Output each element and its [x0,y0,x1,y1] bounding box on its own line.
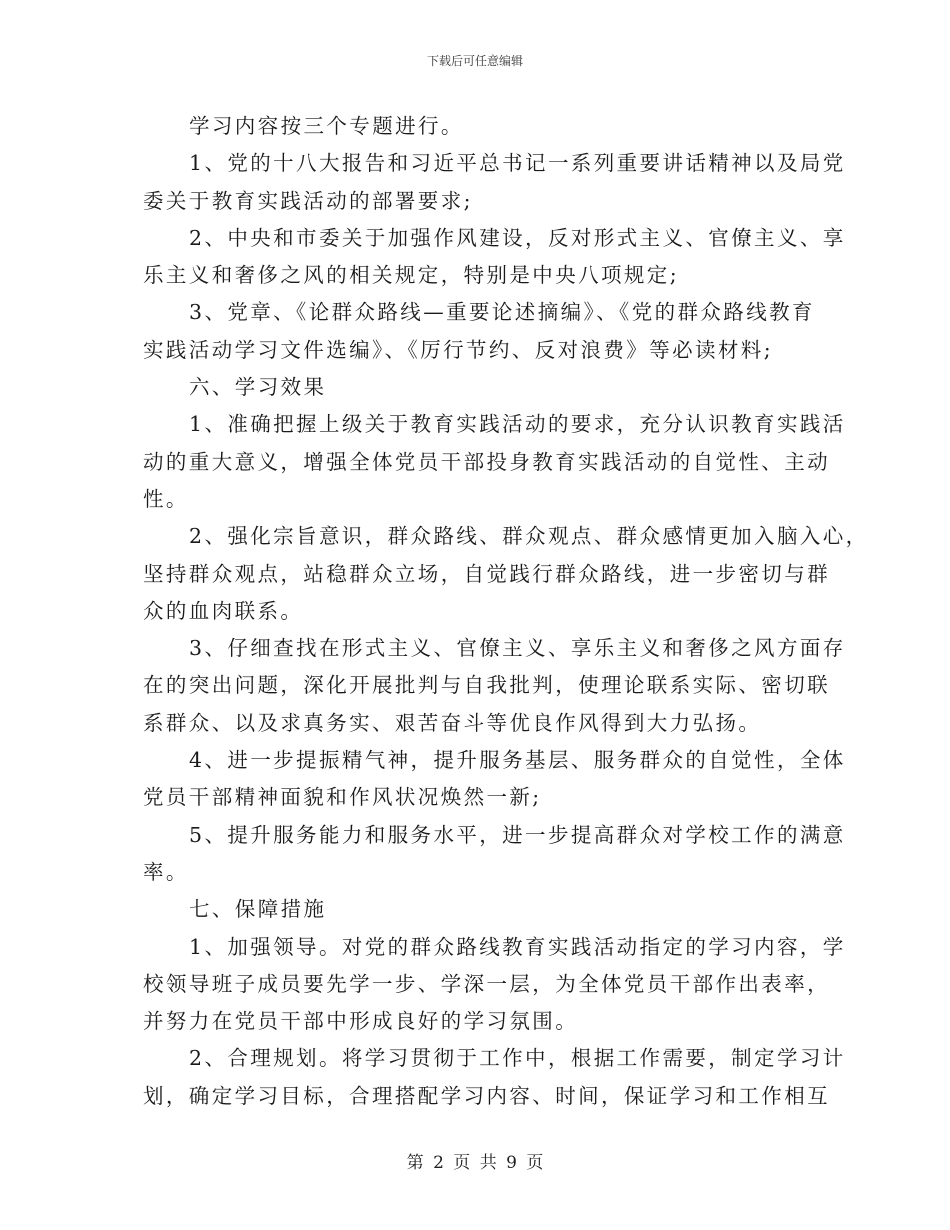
text-line: 动的重大意义，增强全体党员干部投身教育实践活动的自觉性、主动 [143,449,830,474]
text-line: 1、准确把握上级关于教育实践活动的要求，充分认识教育实践活 [189,412,846,437]
text-line: 系群众、以及求真务实、艰苦奋斗等优良作风得到大力弘扬。 [143,710,762,735]
document-body [143,108,869,1115]
text-line: 1、党的十八大报告和习近平总书记一系列重要讲话精神以及局党 [189,151,846,176]
text-line: 1、加强领导。对党的群众路线教育实践活动指定的学习内容，学 [189,934,846,959]
text-line: 学习内容按三个专题进行。 [189,114,464,138]
text-line: 划，确定学习目标，合理搭配学习内容、时间，保证学习和工作相互 [143,1083,830,1108]
text-line: 2、合理规划。将学习贯彻于工作中，根据工作需要，制定学习计 [189,1046,846,1071]
text-line: 2、强化宗旨意识，群众路线、群众观点、群众感情更加入脑入心， [189,524,869,549]
text-line: 六、学习效果 [189,375,327,400]
text-line: 并努力在党员干部中形成良好的学习氛围。 [143,1009,579,1034]
text-line: 4、进一步提振精气神，提升服务基层、服务群众的自觉性，全体 [189,748,846,773]
text-line: 实践活动学习文件选编》、《厉行节约、反对浪费》等必读材料; [143,337,774,362]
text-line: 3、党章、《论群众路线—重要论述摘编》、《党的群众路线教育 [189,300,815,325]
text-line: 2、中央和市委关于加强作风建设，反对形式主义、官僚主义、享 [189,225,846,250]
text-line: 3、仔细查找在形式主义、官僚主义、享乐主义和奢侈之风方面存 [189,636,846,661]
text-line: 校领导班子成员要先学一步、学深一层，为全体党员干部作出表率， [143,971,830,996]
text-line: 5、提升服务能力和服务水平，进一步提高群众对学校工作的满意 [189,822,846,847]
page-footer: 第 2 页 共 9 页 [406,1153,544,1173]
text-line: 七、保障措施 [189,897,327,922]
text-line: 性。 [143,486,189,511]
text-line: 率。 [143,859,189,884]
text-line: 乐主义和奢侈之风的相关规定，特别是中央八项规定; [143,263,680,288]
text-line: 委关于教育实践活动的部署要求; [143,188,473,213]
text-line: 党员干部精神面貌和作风状况焕然一新; [143,785,542,810]
text-line: 众的血肉联系。 [143,598,304,623]
page-header: 下载后可任意编辑 [426,54,523,68]
text-line: 在的突出问题，深化开展批判与自我批判，使理论联系实际、密切联 [143,673,830,698]
text-line: 坚持群众观点，站稳群众立场，自觉践行群众路线，进一步密切与群 [143,561,830,586]
